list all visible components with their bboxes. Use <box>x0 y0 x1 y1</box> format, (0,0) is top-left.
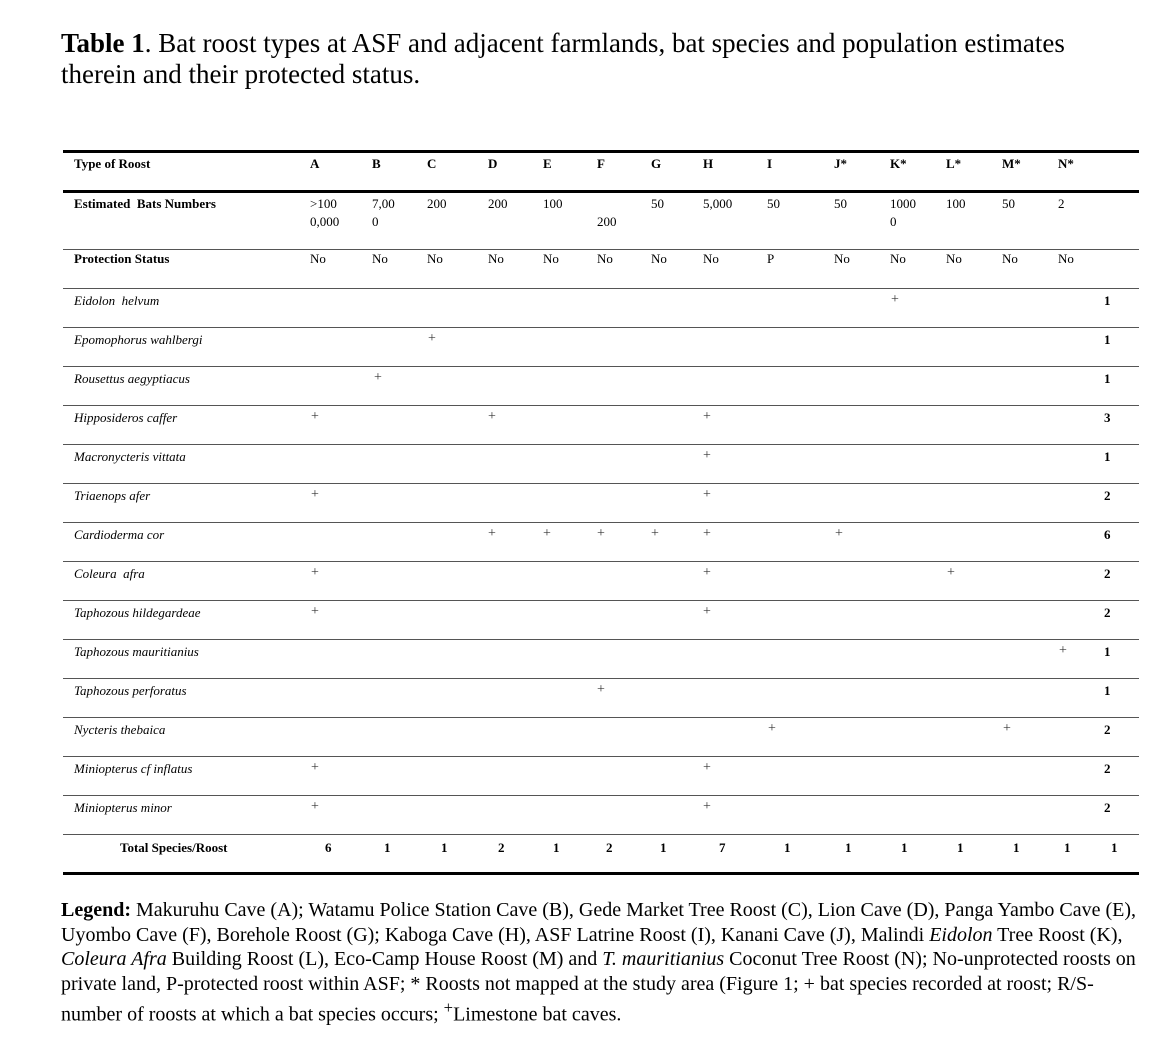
row-rule <box>63 834 1139 835</box>
estimate-value: 1000 <box>890 196 916 211</box>
presence-mark: + <box>311 799 319 814</box>
total-value: 2 <box>606 840 613 855</box>
row-rule <box>63 483 1139 484</box>
protection-label: Protection Status <box>74 251 170 266</box>
legend-italic: Coleura Afra <box>61 948 167 970</box>
presence-mark: + <box>311 760 319 775</box>
header-rule <box>63 190 1139 193</box>
species-count: 2 <box>1104 566 1111 581</box>
species-count: 2 <box>1104 761 1111 776</box>
total-label: Total Species/Roost <box>120 840 228 855</box>
column-header: A <box>310 156 320 171</box>
bottom-rule <box>63 872 1139 875</box>
estimate-value: >100 <box>310 196 337 211</box>
presence-mark: + <box>703 487 711 502</box>
presence-mark: + <box>703 526 711 541</box>
protection-value: No <box>651 251 667 266</box>
total-value: 1 <box>784 840 791 855</box>
estimate-value: 200 <box>427 196 447 211</box>
presence-mark: + <box>703 760 711 775</box>
species-count: 2 <box>1104 488 1111 503</box>
protection-value: No <box>1002 251 1018 266</box>
presence-mark: + <box>1003 721 1011 736</box>
presence-mark: + <box>311 604 319 619</box>
presence-mark: + <box>311 565 319 580</box>
species-name: Eidolon helvum <box>74 293 160 308</box>
header-label: Type of Roost <box>74 156 151 171</box>
estimate-value: 50 <box>651 196 664 211</box>
estimate-value: 100 <box>543 196 563 211</box>
row-rule <box>63 366 1139 367</box>
species-name: Taphozous hildegardeae <box>74 605 201 620</box>
species-count: 1 <box>1104 644 1111 659</box>
presence-mark: + <box>891 292 899 307</box>
column-header: F <box>597 156 605 171</box>
species-count: 3 <box>1104 410 1111 425</box>
protection-value: No <box>372 251 388 266</box>
row-rule <box>63 678 1139 679</box>
legend-superscript: + <box>443 998 454 1017</box>
presence-mark: + <box>374 370 382 385</box>
legend-label: Legend: <box>61 899 131 921</box>
estimate-value: 0,000 <box>310 214 340 229</box>
table-caption <box>61 28 1146 90</box>
total-value: 1 <box>845 840 852 855</box>
species-name: Taphozous perforatus <box>74 683 187 698</box>
legend-text: Coconut Tree Roost (N); No-unprotected roosts on private land, P-protected roost within ASF; * Roosts not mapped at the study area (Figure 1; + bat species recorded at roost; R/S-number of roosts at which a bat species occurs; <box>61 948 1136 1026</box>
row-rule <box>63 639 1139 640</box>
total-value: 1 <box>1064 840 1071 855</box>
species-count: 1 <box>1104 449 1111 464</box>
legend <box>61 898 1146 1027</box>
legend-italic: Eidolon <box>929 923 993 946</box>
species-name: Nycteris thebaica <box>74 722 166 737</box>
protection-value: No <box>427 251 443 266</box>
protection-value: No <box>703 251 719 266</box>
total-value: 1 <box>441 840 448 855</box>
presence-mark: + <box>311 487 319 502</box>
species-count: 2 <box>1104 722 1111 737</box>
species-count: 6 <box>1104 527 1111 542</box>
row-rule <box>63 327 1139 328</box>
presence-mark: + <box>947 565 955 580</box>
species-name: Miniopterus cf inflatus <box>74 761 193 776</box>
column-header: K* <box>890 156 907 171</box>
species-name: Rousettus aegyptiacus <box>74 371 190 386</box>
legend-italic: T. mauritianius <box>602 948 725 970</box>
presence-mark: + <box>835 526 843 541</box>
presence-mark: + <box>311 409 319 424</box>
species-name: Cardioderma cor <box>74 527 165 542</box>
presence-mark: + <box>1059 643 1067 658</box>
protection-value: No <box>310 251 326 266</box>
estimate-value: 200 <box>597 214 617 229</box>
legend-text: Makuruhu Cave (A); Watamu Police Station Cave (B), Gede Market Tree Roost (C), Lion Cave (D), Panga Yambo Cave (E), Uyombo Cave (F), Borehole Roost (G); Kaboga Cave (H), ASF Latrine Roost (I), Kanani Cave (J), Malindi <box>61 899 1137 946</box>
total-value: 7 <box>719 840 726 855</box>
presence-mark: + <box>597 682 605 697</box>
species-count: 1 <box>1104 293 1111 308</box>
row-rule <box>63 561 1139 562</box>
presence-mark: + <box>703 409 711 424</box>
column-header: H <box>703 156 714 171</box>
total-value: 1 <box>901 840 908 855</box>
species-count: 1 <box>1104 683 1111 698</box>
species-name: Macronycteris vittata <box>74 449 186 464</box>
legend-text: Building Roost (L), Eco-Camp House Roost (M) and <box>166 948 603 970</box>
estimate-value: 50 <box>767 196 780 211</box>
total-value: 6 <box>325 840 332 855</box>
species-count: 2 <box>1104 605 1111 620</box>
top-rule <box>63 150 1139 153</box>
column-header: E <box>543 156 552 171</box>
row-rule <box>63 444 1139 445</box>
legend-text: Limestone bat caves. <box>453 1003 622 1026</box>
presence-mark: + <box>488 526 496 541</box>
presence-mark: + <box>428 331 436 346</box>
protection-value: No <box>488 251 504 266</box>
column-header: G <box>651 156 662 171</box>
species-count: 1 <box>1104 332 1111 347</box>
protection-value: No <box>890 251 906 266</box>
column-header: N* <box>1058 156 1074 171</box>
protection-value: No <box>1058 251 1074 266</box>
column-header: I <box>767 156 773 171</box>
total-value: 1 <box>660 840 667 855</box>
estimate-value: 2 <box>1058 196 1065 211</box>
total-value: 1 <box>957 840 964 855</box>
presence-mark: + <box>703 565 711 580</box>
column-header: L* <box>946 156 962 171</box>
estimate-value: 5,000 <box>703 196 733 211</box>
species-count: 1 <box>1104 371 1111 386</box>
row-rule <box>63 522 1139 523</box>
row-rule <box>63 795 1139 796</box>
row-rule <box>63 600 1139 601</box>
protection-value: No <box>597 251 613 266</box>
estimate-value: 50 <box>834 196 847 211</box>
total-value: 2 <box>498 840 505 855</box>
species-name: Epomophorus wahlbergi <box>74 332 203 347</box>
species-name: Coleura afra <box>74 566 145 581</box>
legend-text: Tree Roost (K), <box>992 923 1123 946</box>
presence-mark: + <box>651 526 659 541</box>
estimate-value: 50 <box>1002 196 1015 211</box>
presence-mark: + <box>543 526 551 541</box>
column-header: M* <box>1002 156 1021 171</box>
species-name: Miniopterus minor <box>74 800 172 815</box>
protection-value: No <box>946 251 962 266</box>
column-header: C <box>427 156 437 171</box>
column-header: D <box>488 156 498 171</box>
row-rule <box>63 717 1139 718</box>
species-name: Triaenops afer <box>74 488 151 503</box>
row-rule <box>63 405 1139 406</box>
species-name: Hipposideros caffer <box>74 410 178 425</box>
total-extra: 1 <box>1111 840 1118 855</box>
estimate-value: 0 <box>890 214 897 229</box>
column-header: J* <box>834 156 847 171</box>
caption-label: Table 1 <box>61 28 145 58</box>
estimate-value: 7,00 <box>372 196 395 211</box>
column-header: B <box>372 156 381 171</box>
protection-value: No <box>543 251 559 266</box>
presence-mark: + <box>488 409 496 424</box>
presence-mark: + <box>597 526 605 541</box>
caption-text: . Bat roost types at ASF and adjacent farmlands, bat species and population estimates therein and their protected status. <box>61 28 1065 89</box>
presence-mark: + <box>768 721 776 736</box>
presence-mark: + <box>703 448 711 463</box>
estimate-value: 0 <box>372 214 379 229</box>
protection-value: No <box>834 251 850 266</box>
total-value: 1 <box>1013 840 1020 855</box>
species-count: 2 <box>1104 800 1111 815</box>
species-name: Taphozous mauritianius <box>74 644 199 659</box>
estimate-value: 200 <box>488 196 508 211</box>
total-value: 1 <box>384 840 391 855</box>
protection-rule <box>63 288 1139 289</box>
presence-mark: + <box>703 799 711 814</box>
estimate-value: 100 <box>946 196 966 211</box>
row-rule <box>63 756 1139 757</box>
estimates-label: Estimated Bats Numbers <box>74 196 216 211</box>
presence-mark: + <box>703 604 711 619</box>
protection-value: P <box>767 251 775 266</box>
total-value: 1 <box>553 840 560 855</box>
